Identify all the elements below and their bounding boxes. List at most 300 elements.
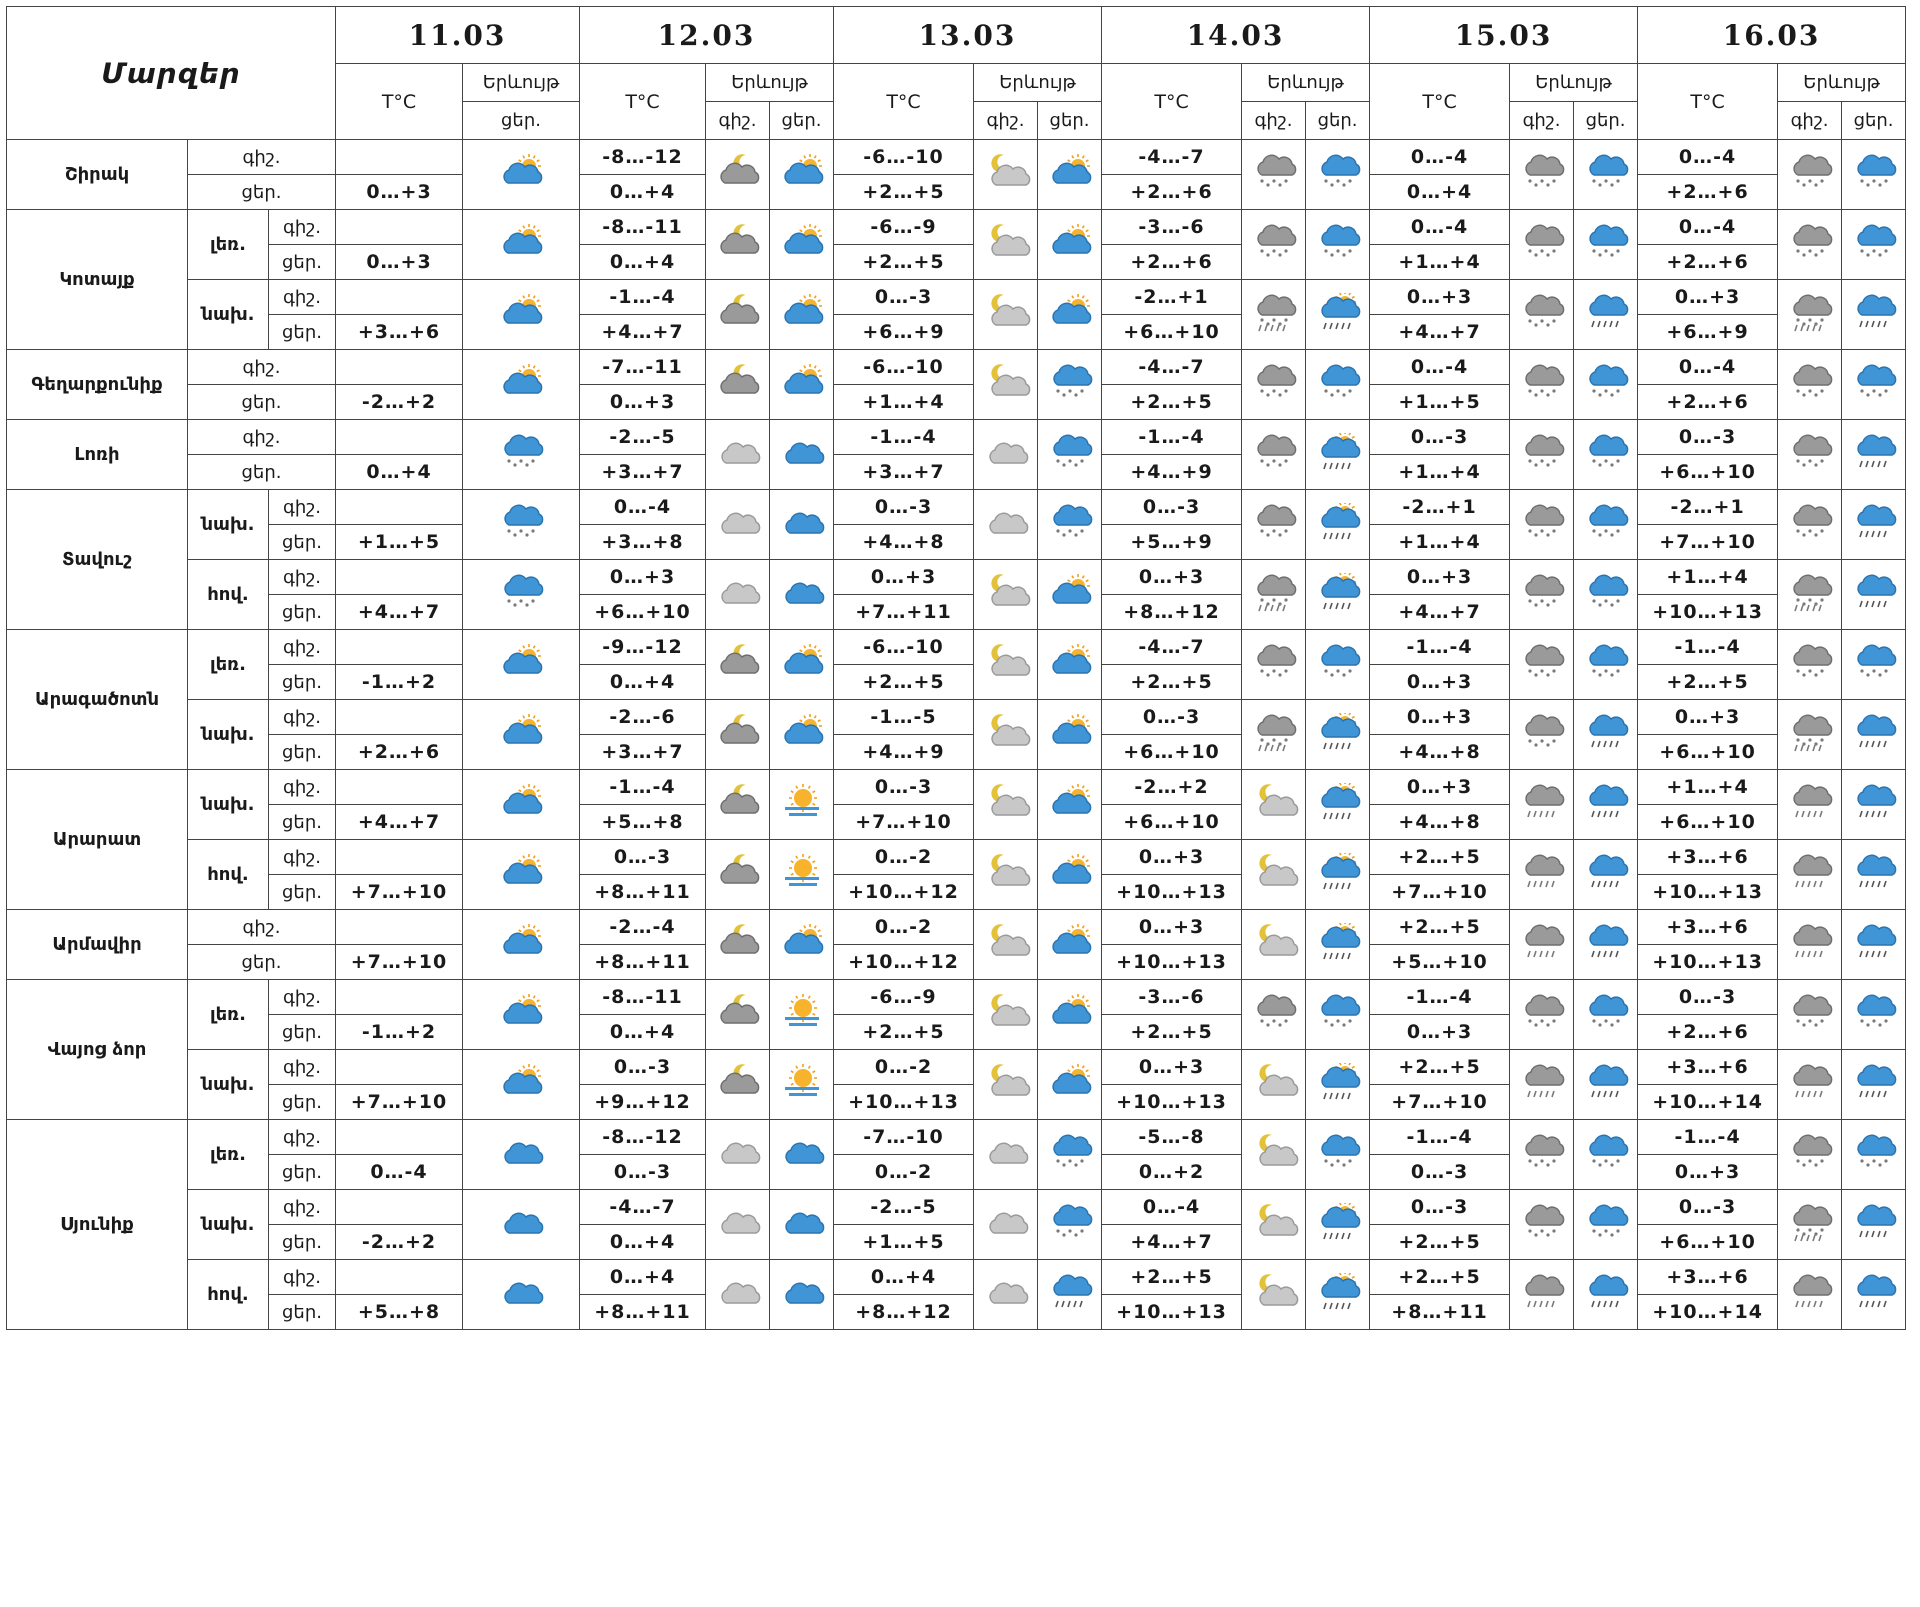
night-label: գիշ.	[188, 910, 336, 945]
snow-cloud-blue-icon	[1574, 630, 1638, 700]
region-name: Գեղարքունիք	[7, 350, 188, 420]
sun-cloud-icon	[1038, 700, 1102, 770]
moon-cloud-dim-icon	[974, 1050, 1038, 1120]
day-temp: +10…+12	[834, 875, 974, 910]
day-label: ցեր.	[269, 805, 336, 840]
zone-name: հով.	[188, 560, 269, 630]
regional-forecast-table	[6, 6, 1906, 1330]
cloud-blue-icon	[463, 1190, 580, 1260]
sun-cloud-icon	[463, 210, 580, 280]
sun-fog-icon	[770, 1050, 834, 1120]
day-temp: +2…+6	[1638, 175, 1778, 210]
day-temp: 0…-4	[336, 1155, 463, 1190]
day-temp: +4…+8	[1370, 805, 1510, 840]
day-temp: +4…+7	[336, 595, 463, 630]
night-temp: 0…+3	[1102, 560, 1242, 595]
date-header: 14.03	[1102, 7, 1370, 64]
sun-cloud-icon	[463, 910, 580, 980]
moon-cloud-dim-icon	[1242, 910, 1306, 980]
zone-name: նախ.	[188, 770, 269, 840]
night-temp: -6…-10	[834, 140, 974, 175]
day-temp: +10…+13	[1102, 1085, 1242, 1120]
day-temp: +6…+10	[1102, 805, 1242, 840]
night-temp: -8…-11	[580, 210, 706, 245]
cloud-blue-icon	[770, 490, 834, 560]
sun-rain-cloud-icon	[1306, 280, 1370, 350]
day-temp: 0…+4	[580, 665, 706, 700]
night-temp: -2…-6	[580, 700, 706, 735]
night-temp: +1…+4	[1638, 560, 1778, 595]
snow-cloud-icon	[1510, 280, 1574, 350]
snow-cloud-blue-icon	[1038, 350, 1102, 420]
cloud-grey-icon	[706, 420, 770, 490]
moon-cloud-dim-icon	[974, 210, 1038, 280]
sun-cloud-icon	[770, 140, 834, 210]
night-temp: -2…-5	[580, 420, 706, 455]
night-temp: -1…-4	[1370, 980, 1510, 1015]
snow-cloud-blue-icon	[1306, 630, 1370, 700]
table-row	[7, 910, 1906, 945]
snow-cloud-blue-icon	[1842, 140, 1906, 210]
temp-col-header: T°C	[834, 64, 974, 140]
day-temp: +5…+10	[1370, 945, 1510, 980]
day-col-header: ցեր.	[1306, 102, 1370, 140]
zone-name: լեռ.	[188, 210, 269, 280]
rain-cloud-icon	[1778, 910, 1842, 980]
snow-cloud-blue-icon	[1306, 350, 1370, 420]
sun-cloud-icon	[1038, 140, 1102, 210]
table-row	[7, 980, 1906, 1015]
sleet-cloud-icon	[1778, 280, 1842, 350]
snow-cloud-icon	[1778, 140, 1842, 210]
day-temp: 0…+3	[1370, 1015, 1510, 1050]
night-temp: -6…-9	[834, 210, 974, 245]
moon-cloud-dim-icon	[1242, 1050, 1306, 1120]
cloud-blue-icon	[770, 1260, 834, 1330]
rain-cloud-blue-icon	[1842, 490, 1906, 560]
night-col-header: գիշ.	[1510, 102, 1574, 140]
night-temp: -4…-7	[1102, 140, 1242, 175]
night-temp: 0…-4	[1370, 210, 1510, 245]
snow-cloud-blue-icon	[1306, 1120, 1370, 1190]
night-col-header: գիշ.	[974, 102, 1038, 140]
night-label: գիշ.	[269, 770, 336, 805]
night-label: գիշ.	[269, 1120, 336, 1155]
rain-cloud-icon	[1778, 1260, 1842, 1330]
table-row	[7, 210, 1906, 245]
night-temp	[336, 700, 463, 735]
day-temp: +4…+8	[834, 525, 974, 560]
day-temp: -1…+2	[336, 1015, 463, 1050]
region-name: Տավուշ	[7, 490, 188, 630]
night-temp: +3…+6	[1638, 840, 1778, 875]
night-temp: 0…-4	[1638, 140, 1778, 175]
snow-cloud-icon	[1510, 210, 1574, 280]
day-temp: +6…+10	[1102, 735, 1242, 770]
cloud-blue-icon	[770, 1120, 834, 1190]
snow-cloud-blue-icon	[1306, 210, 1370, 280]
snow-cloud-blue-icon	[1306, 140, 1370, 210]
sun-cloud-icon	[1038, 210, 1102, 280]
night-label: գիշ.	[269, 840, 336, 875]
cloud-grey-icon	[974, 1190, 1038, 1260]
rain-cloud-blue-icon	[1842, 1260, 1906, 1330]
night-temp: -6…-10	[834, 630, 974, 665]
day-label: ցեր.	[188, 175, 336, 210]
day-temp: +9…+12	[580, 1085, 706, 1120]
temp-col-header: T°C	[336, 64, 463, 140]
moon-cloud-dim-icon	[1242, 1190, 1306, 1260]
temp-col-header: T°C	[1102, 64, 1242, 140]
temp-col-header: T°C	[1638, 64, 1778, 140]
night-temp: -2…+1	[1102, 280, 1242, 315]
day-temp: +2…+5	[834, 1015, 974, 1050]
night-temp: 0…-3	[834, 770, 974, 805]
forecast-table-container	[6, 6, 1906, 1330]
table-row	[7, 1190, 1906, 1225]
snow-cloud-blue-icon	[463, 490, 580, 560]
table-row	[7, 630, 1906, 665]
snow-cloud-icon	[1510, 140, 1574, 210]
day-temp: +7…+10	[1638, 525, 1778, 560]
day-temp: +2…+5	[1102, 1015, 1242, 1050]
day-temp: 0…-3	[580, 1155, 706, 1190]
night-temp: +3…+6	[1638, 1260, 1778, 1295]
sun-cloud-icon	[1038, 560, 1102, 630]
zone-name: նախ.	[188, 280, 269, 350]
day-temp: +6…+10	[1102, 315, 1242, 350]
day-temp: +2…+5	[834, 665, 974, 700]
cloud-blue-icon	[770, 560, 834, 630]
night-label: գիշ.	[269, 980, 336, 1015]
snow-cloud-icon	[1510, 1120, 1574, 1190]
night-temp: 0…-3	[834, 490, 974, 525]
night-temp: 0…-3	[1370, 420, 1510, 455]
night-label: գիշ.	[269, 490, 336, 525]
day-temp: +7…+10	[1370, 1085, 1510, 1120]
snow-cloud-blue-icon	[1842, 1120, 1906, 1190]
night-temp: 0…-2	[834, 1050, 974, 1085]
day-temp: +6…+10	[1638, 805, 1778, 840]
table-row	[7, 1050, 1906, 1085]
sun-cloud-icon	[463, 140, 580, 210]
sun-cloud-icon	[770, 910, 834, 980]
table-row	[7, 280, 1906, 315]
cloud-blue-icon	[770, 1190, 834, 1260]
day-temp: 0…+4	[1370, 175, 1510, 210]
night-temp: 0…+3	[1370, 280, 1510, 315]
sun-cloud-icon	[770, 350, 834, 420]
day-temp: +7…+11	[834, 595, 974, 630]
region-name: Լոռի	[7, 420, 188, 490]
moon-cloud-dim-icon	[974, 980, 1038, 1050]
night-temp: 0…-3	[1638, 420, 1778, 455]
sun-rain-cloud-icon	[1306, 420, 1370, 490]
cloud-grey-icon	[706, 560, 770, 630]
sun-fog-icon	[770, 980, 834, 1050]
day-temp: +1…+4	[1370, 455, 1510, 490]
rain-cloud-icon	[1510, 1260, 1574, 1330]
snow-cloud-blue-icon	[1574, 1120, 1638, 1190]
zone-name: նախ.	[188, 700, 269, 770]
day-temp: +7…+10	[336, 875, 463, 910]
night-temp: 0…-4	[1638, 210, 1778, 245]
sun-cloud-icon	[770, 630, 834, 700]
night-temp: -3…-6	[1102, 980, 1242, 1015]
night-temp: 0…-3	[1638, 980, 1778, 1015]
day-temp: +1…+4	[1370, 525, 1510, 560]
night-col-header: գիշ.	[706, 102, 770, 140]
night-label: գիշ.	[269, 280, 336, 315]
rain-cloud-blue-icon	[1842, 420, 1906, 490]
day-temp: +10…+14	[1638, 1085, 1778, 1120]
day-label: ցեր.	[269, 1015, 336, 1050]
day-temp: +10…+13	[1102, 945, 1242, 980]
night-temp: -2…+2	[1102, 770, 1242, 805]
phenomena-header: Երևույթ	[1242, 64, 1370, 102]
table-row	[7, 490, 1906, 525]
snow-cloud-blue-icon	[1842, 210, 1906, 280]
day-temp: +2…+5	[1370, 1225, 1510, 1260]
table-row	[7, 1260, 1906, 1295]
night-temp: +3…+6	[1638, 910, 1778, 945]
night-temp: 0…-4	[580, 490, 706, 525]
sun-fog-icon	[770, 840, 834, 910]
snow-cloud-icon	[1510, 490, 1574, 560]
night-temp	[336, 560, 463, 595]
night-temp: 0…+3	[1102, 840, 1242, 875]
zone-name: հով.	[188, 840, 269, 910]
day-temp: +7…+10	[1370, 875, 1510, 910]
night-temp: +2…+5	[1370, 840, 1510, 875]
rain-cloud-blue-icon	[1574, 1050, 1638, 1120]
night-temp: 0…+3	[1102, 910, 1242, 945]
cloud-moon-icon	[706, 350, 770, 420]
date-header: 16.03	[1638, 7, 1906, 64]
snow-cloud-blue-icon	[1038, 490, 1102, 560]
snow-cloud-icon	[1510, 560, 1574, 630]
day-label: ցեր.	[269, 1225, 336, 1260]
day-col-header: ցեր.	[1842, 102, 1906, 140]
moon-cloud-dim-icon	[974, 840, 1038, 910]
day-temp: 0…+3	[1638, 1155, 1778, 1190]
temp-col-header: T°C	[580, 64, 706, 140]
sun-cloud-icon	[770, 210, 834, 280]
night-temp: 0…-4	[1370, 350, 1510, 385]
rain-cloud-blue-icon	[1574, 280, 1638, 350]
day-temp: +8…+12	[1102, 595, 1242, 630]
cloud-moon-icon	[706, 910, 770, 980]
date-header: 15.03	[1370, 7, 1638, 64]
cloud-grey-icon	[706, 490, 770, 560]
sun-cloud-icon	[463, 1050, 580, 1120]
day-temp: +3…+7	[580, 735, 706, 770]
sun-cloud-icon	[1038, 770, 1102, 840]
night-temp: -6…-9	[834, 980, 974, 1015]
night-temp: 0…-3	[834, 280, 974, 315]
sun-cloud-icon	[463, 280, 580, 350]
day-temp: +6…+10	[1638, 735, 1778, 770]
day-temp: +7…+10	[336, 1085, 463, 1120]
night-temp	[336, 840, 463, 875]
night-temp: -1…-4	[834, 420, 974, 455]
regions-header: Մարզեր	[7, 7, 336, 140]
snow-cloud-icon	[1510, 980, 1574, 1050]
day-temp: +10…+13	[1102, 875, 1242, 910]
night-temp: -2…+1	[1370, 490, 1510, 525]
table-row	[7, 840, 1906, 875]
night-temp: -8…-12	[580, 140, 706, 175]
day-temp: +7…+10	[834, 805, 974, 840]
night-temp	[336, 140, 463, 175]
temp-col-header: T°C	[1370, 64, 1510, 140]
sun-cloud-icon	[1038, 910, 1102, 980]
sun-cloud-icon	[770, 700, 834, 770]
day-temp: -1…+2	[336, 665, 463, 700]
rain-cloud-blue-icon	[1574, 700, 1638, 770]
day-temp: +2…+6	[1638, 385, 1778, 420]
day-temp: +4…+9	[1102, 455, 1242, 490]
night-temp: 0…+4	[834, 1260, 974, 1295]
day-temp: +3…+8	[580, 525, 706, 560]
cloud-blue-icon	[463, 1260, 580, 1330]
snow-cloud-icon	[1778, 630, 1842, 700]
day-temp: +10…+13	[1638, 875, 1778, 910]
night-temp: -4…-7	[1102, 350, 1242, 385]
snow-cloud-icon	[1510, 630, 1574, 700]
night-temp	[336, 770, 463, 805]
rain-cloud-blue-icon	[1574, 840, 1638, 910]
day-temp: +10…+13	[1638, 595, 1778, 630]
day-temp: +4…+7	[1370, 315, 1510, 350]
night-temp: -8…-12	[580, 1120, 706, 1155]
day-temp: 0…+3	[336, 245, 463, 280]
sun-rain-cloud-icon	[1306, 1190, 1370, 1260]
day-temp: +5…+8	[580, 805, 706, 840]
zone-name: հով.	[188, 1260, 269, 1330]
day-temp: +2…+6	[336, 735, 463, 770]
moon-cloud-dim-icon	[974, 700, 1038, 770]
night-temp	[336, 910, 463, 945]
day-temp: -2…+2	[336, 1225, 463, 1260]
day-temp: +2…+6	[1638, 1015, 1778, 1050]
snow-cloud-icon	[1242, 210, 1306, 280]
snow-cloud-blue-icon	[1574, 980, 1638, 1050]
rain-cloud-blue-icon	[1842, 840, 1906, 910]
night-temp: +2…+5	[1370, 1050, 1510, 1085]
day-temp: +8…+12	[834, 1295, 974, 1330]
rain-cloud-blue-icon	[1842, 1050, 1906, 1120]
sun-rain-cloud-icon	[1306, 700, 1370, 770]
snow-cloud-icon	[1242, 140, 1306, 210]
day-label: ցեր.	[269, 665, 336, 700]
night-temp	[336, 1260, 463, 1295]
sleet-cloud-icon	[1242, 560, 1306, 630]
sun-cloud-icon	[1038, 1050, 1102, 1120]
day-temp: +6…+10	[1638, 455, 1778, 490]
night-temp: +1…+4	[1638, 770, 1778, 805]
sun-cloud-icon	[1038, 280, 1102, 350]
night-label: գիշ.	[269, 1050, 336, 1085]
night-temp: 0…-3	[1370, 1190, 1510, 1225]
cloud-moon-icon	[706, 700, 770, 770]
day-col-header: ցեր.	[463, 102, 580, 140]
region-name: Արմավիր	[7, 910, 188, 980]
table-row	[7, 560, 1906, 595]
rain-cloud-blue-icon	[1574, 1260, 1638, 1330]
day-temp: +2…+6	[1102, 175, 1242, 210]
cloud-grey-icon	[706, 1120, 770, 1190]
night-temp: 0…-2	[834, 840, 974, 875]
night-label: գիշ.	[269, 210, 336, 245]
sun-cloud-icon	[463, 630, 580, 700]
night-temp: 0…+3	[580, 560, 706, 595]
day-label: ցեր.	[188, 455, 336, 490]
cloud-moon-icon	[706, 630, 770, 700]
day-temp: 0…+4	[580, 175, 706, 210]
snow-cloud-blue-icon	[1574, 420, 1638, 490]
day-temp: +6…+9	[1638, 315, 1778, 350]
snow-cloud-icon	[1510, 700, 1574, 770]
snow-cloud-icon	[1778, 350, 1842, 420]
day-temp: +1…+5	[336, 525, 463, 560]
phenomena-header: Երևույթ	[463, 64, 580, 102]
day-temp: +2…+6	[1638, 245, 1778, 280]
date-header: 12.03	[580, 7, 834, 64]
day-temp: -2…+2	[336, 385, 463, 420]
table-row	[7, 140, 1906, 175]
table-row	[7, 770, 1906, 805]
night-temp	[336, 1050, 463, 1085]
day-label: ցեր.	[269, 1155, 336, 1190]
day-col-header: ցեր.	[1574, 102, 1638, 140]
night-temp: -1…-5	[834, 700, 974, 735]
phenomena-header: Երևույթ	[1510, 64, 1638, 102]
rain-cloud-icon	[1510, 910, 1574, 980]
night-temp	[336, 210, 463, 245]
day-temp: +8…+11	[580, 1295, 706, 1330]
snow-cloud-icon	[1242, 420, 1306, 490]
day-temp: +1…+5	[834, 1225, 974, 1260]
day-label: ցեր.	[269, 595, 336, 630]
night-temp: 0…+3	[1370, 700, 1510, 735]
moon-cloud-dim-icon	[1242, 770, 1306, 840]
day-temp: 0…-3	[1370, 1155, 1510, 1190]
cloud-grey-icon	[706, 1190, 770, 1260]
day-temp: +4…+8	[1370, 735, 1510, 770]
sun-cloud-icon	[463, 980, 580, 1050]
night-temp	[336, 350, 463, 385]
day-temp: +4…+7	[580, 315, 706, 350]
night-temp: +3…+6	[1638, 1050, 1778, 1085]
snow-cloud-blue-icon	[1842, 350, 1906, 420]
day-temp: +6…+9	[834, 315, 974, 350]
sun-cloud-icon	[463, 840, 580, 910]
region-name: Շիրակ	[7, 140, 188, 210]
day-label: ցեր.	[269, 1085, 336, 1120]
sun-rain-cloud-icon	[1306, 770, 1370, 840]
table-row	[7, 350, 1906, 385]
day-temp: +2…+6	[1102, 245, 1242, 280]
snow-cloud-blue-icon	[1038, 1190, 1102, 1260]
day-temp: +3…+7	[580, 455, 706, 490]
cloud-blue-icon	[770, 420, 834, 490]
day-label: ցեր.	[269, 245, 336, 280]
rain-cloud-icon	[1778, 1050, 1842, 1120]
rain-cloud-blue-icon	[1842, 700, 1906, 770]
sun-cloud-icon	[1038, 630, 1102, 700]
day-temp: +3…+7	[834, 455, 974, 490]
